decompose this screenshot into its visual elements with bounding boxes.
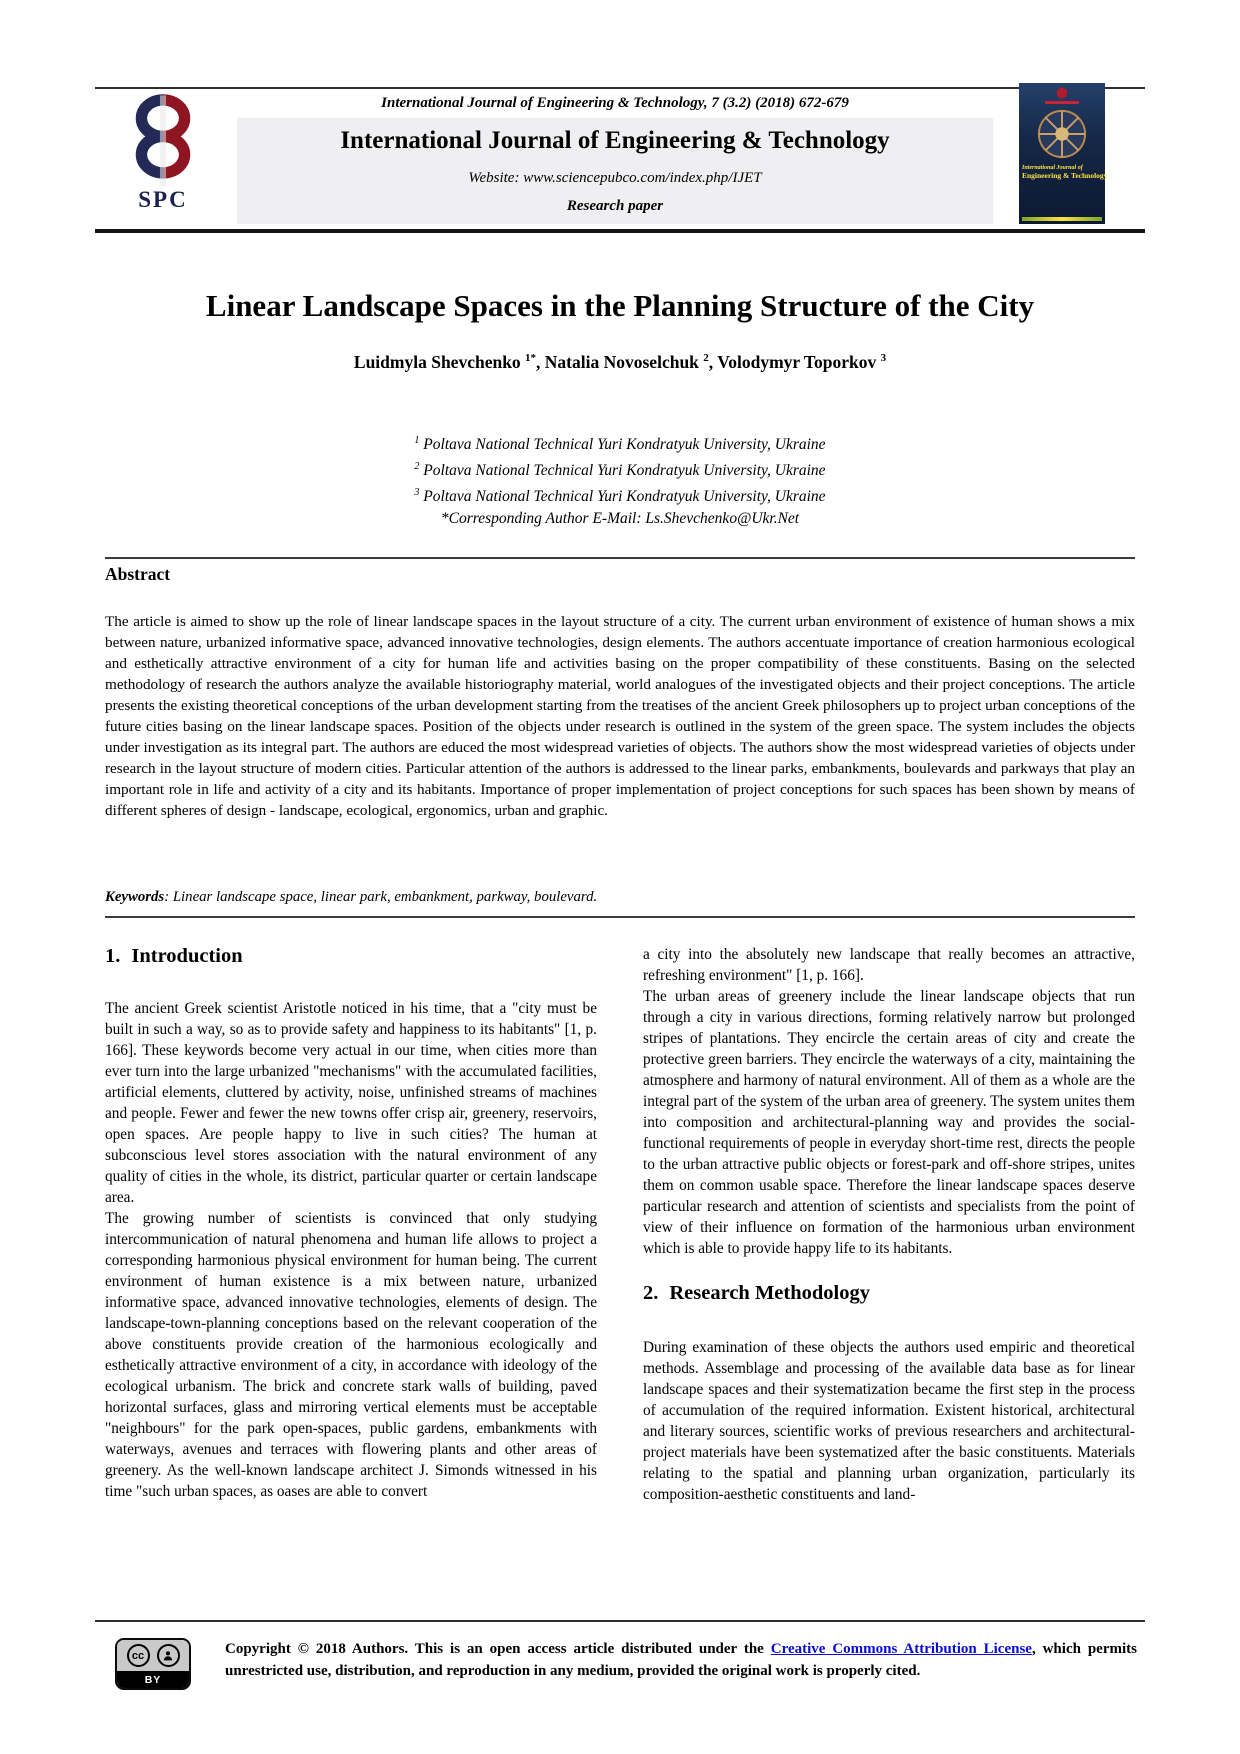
affiliation-line	[0, 456, 1240, 482]
section-title: Research Methodology	[669, 1282, 870, 1304]
cc-by-label: BY	[117, 1671, 189, 1688]
abstract-heading: Abstract	[105, 564, 171, 584]
author-name: Luidmyla Shevchenko	[353, 352, 526, 372]
cc-icon: cc	[127, 1644, 150, 1667]
article-title: Linear Landscape Spaces in the Planning Structure of the City	[205, 288, 1035, 323]
divider-below-keywords	[105, 916, 1135, 918]
cover-emblem-bar	[1045, 101, 1079, 104]
header-center	[237, 89, 993, 229]
cover-title-line2: Engineering & Technology	[1022, 171, 1108, 180]
journal-website: Website: www.sciencepubco.com/index.php/IJET	[468, 170, 762, 186]
affiliation-sup: 1	[414, 435, 420, 446]
right-column	[643, 944, 1135, 1505]
author-sup: 1*	[525, 352, 537, 365]
person-icon	[157, 1644, 180, 1667]
cover-title-line1: International Journal of	[1022, 165, 1083, 171]
section-number: 1.	[105, 945, 121, 967]
author-sup: 3	[880, 352, 887, 365]
left-column	[105, 944, 597, 1505]
journal-citation: International Journal of Engineering & Technology, 7 (3.2) (2018) 672-679	[381, 95, 849, 111]
cover-bottom-bar	[1022, 217, 1102, 221]
copyright-text-post: , which permits unrestricted use, distribution, and reproduction in any medium, provided the original work is properly cited.	[225, 1641, 1137, 1679]
footer	[115, 1638, 1137, 1690]
journal-title: International Journal of Engineering & Technology	[340, 127, 890, 154]
paper-type-label: Research paper	[566, 198, 664, 214]
author-name: , Natalia Novoselchuk	[536, 352, 704, 372]
methodology-paragraph: During examination of these objects the authors used empiric and theoretical methods. Assemblage and processing of the available data base as for linear landscape spaces and their systematization became the first step in the process of accumulation of the required information. Existent historical, architectural and literary sources, scientific works of previous researchers and architectural-project materials have been systematized after the basic constituents. Materials relating to the spatial and planning urban organization, particularly its composition-aesthetic constituents and land-	[643, 1339, 1135, 1503]
chain-links-icon	[125, 91, 201, 191]
journal-cover-thumbnail	[1019, 83, 1108, 224]
section-heading-methodology	[643, 1281, 1135, 1305]
section-number: 2.	[643, 1282, 659, 1304]
author-name: , Volodymyr Toporkov	[708, 352, 881, 372]
corresponding-author-line: *Corresponding Author E-Mail: Ls.Shevchenko@Ukr.Net	[440, 510, 800, 528]
affiliation-text: Poltava National Technical Yuri Kondratyuk University, Ukraine	[419, 462, 826, 480]
intro-paragraph-continued: a city into the absolutely new landscape that really becomes an attractive, refreshing environment" [1, p. 166].	[643, 946, 1135, 984]
abstract-text: The article is aimed to show up the role of linear landscape spaces in the layout structure of a city. The current urban environment of existence of human shows a mix between nature, urbanized informative space, advanced innovative technologies, design elements. The authors accentuate importance of creation harmonious ecological and esthetically attractive environment of a city for human life and activities basing on the proper compatibility of these constituents. Basing on the selected methodology of research the authors analyze the available historiography material, world analogues of the investigated objects and their project conceptions. The article presents the existing theoretical conceptions of the urban development starting from the treatises of the ancient Greek philosophers up to project urban conceptions of the future cities basing on the linear landscape spaces. Position of the objects under research is outlined in the system of the green space. The system includes the objects under investigation as its integral part. The authors are educed the most widespread varieties of objects. The authors show the most widespread varieties of objects under research in the layout structure of modern cities. Particular attention of the authors is addressed to the linear parks, embankments, boulevards and parkways that play an important role in life and activity of a city and its habitants. Importance of proper implementation of project conceptions for such spaces has been shown by means of different spheres of design - landscape, ecological, ergonomics, urban and graphic.	[105, 613, 1135, 819]
affiliation-line	[0, 430, 1240, 456]
affiliation-text: Poltava National Technical Yuri Kondratyuk University, Ukraine	[419, 488, 826, 506]
authors-line	[0, 352, 1240, 373]
creative-commons-license-link[interactable]: Creative Commons Attribution License	[770, 1641, 1032, 1657]
affiliation-sup: 2	[414, 461, 420, 473]
cover-emblem-icon	[1057, 87, 1067, 99]
cc-by-license-badge-icon	[115, 1638, 191, 1690]
intro-paragraph-3: The urban areas of greenery include the linear landscape objects that run through a city in various directions, forming relatively narrow but prolonged stripes of plantations. They encircle the certain areas of city and create the protective green barriers. They encircle the waterways of a city, maintaining the atmosphere and harmony of natural environment. All of them as a whole are the integral part of the system of the urban area of greenery. The system unites them into composition and architectural-planning way and provides the social-functional requirements of people in everyday short-time rest, directs the people to the urban attractive public objects or forest-park and off-shore stripes, unites them on common usable space. Therefore the linear landscape spaces deserve particular research and attention of scientists and specialists from the point of view of their influence on formation of the harmonious urban environment which is able to provide happy life to its habitants.	[643, 988, 1135, 1257]
keywords-text: : Linear landscape space, linear park, embankment, parkway, boulevard.	[164, 889, 598, 905]
body-columns	[105, 944, 1135, 1505]
journal-info-box	[237, 118, 993, 224]
keywords-label: Keywords	[105, 889, 165, 905]
journal-header	[95, 87, 1145, 233]
affiliation-text: Poltava National Technical Yuri Kondratyuk University, Ukraine	[419, 436, 826, 454]
keywords-line	[105, 889, 1135, 906]
spc-logo-text: SPC	[138, 187, 188, 212]
intro-paragraph-1: The ancient Greek scientist Aristotle noticed in his time, that a "city must be built in such a way, so as to provide safety and happiness to its habitants" [1, p. 166]. These keywords become very actual in our time, when cities more than ever turn into the large urbanized "mechanisms" with the accumulated facilities, artificial elements, cluttered by activity, noise, unfinished streams of machines and people. Fewer and fewer the new towns offer crisp air, greenery, reservoirs, open spaces. Are people happy to live in such cities? The human at subconscious level stores association with the natural environment of any quality of cities in the whole, its district, particular quarter or certain landscape area.	[105, 1000, 597, 1206]
affiliations-block	[0, 430, 1240, 530]
detector-image-icon	[1033, 108, 1091, 160]
section-title: Introduction	[131, 945, 243, 967]
divider-above-abstract	[105, 557, 1135, 559]
divider-above-footer	[95, 1620, 1145, 1622]
spc-publisher-logo	[103, 91, 223, 225]
copyright-notice	[225, 1638, 1137, 1682]
author-sup: 2	[703, 352, 709, 365]
affiliation-line	[0, 482, 1240, 508]
copyright-text-pre: Copyright © 2018 Authors. This is an open access article distributed under the	[225, 1641, 771, 1657]
intro-paragraph-2: The growing number of scientists is convinced that only studying intercommunication of natural phenomena and human life allows to project a corresponding harmonious physical environment for human being. The current environment of human existence is a mix between nature, urbanized informative space, advanced innovative technologies, elements of design. The landscape-town-planning conceptions based on the relevant cooperation of the above constituents provide creation of the harmonious ecologically and esthetically attractive environment of a city, in accordance with ideology of the ecological urbanism. The brick and concrete stark walls of building, paved horizontal surfaces, glass and mirroring vertical elements must be acceptable "neighbours" for the park open-spaces, public gardens, embankments with waterways, avenues and terraces with flowering plants and other areas of greenery. As the well-known landscape architect J. Simonds witnessed in his time "such urban spaces, as oases are able to convert	[105, 1210, 597, 1500]
section-heading-introduction	[105, 944, 597, 968]
cc-badge-top	[117, 1640, 189, 1671]
affiliation-sup: 3	[414, 487, 420, 499]
